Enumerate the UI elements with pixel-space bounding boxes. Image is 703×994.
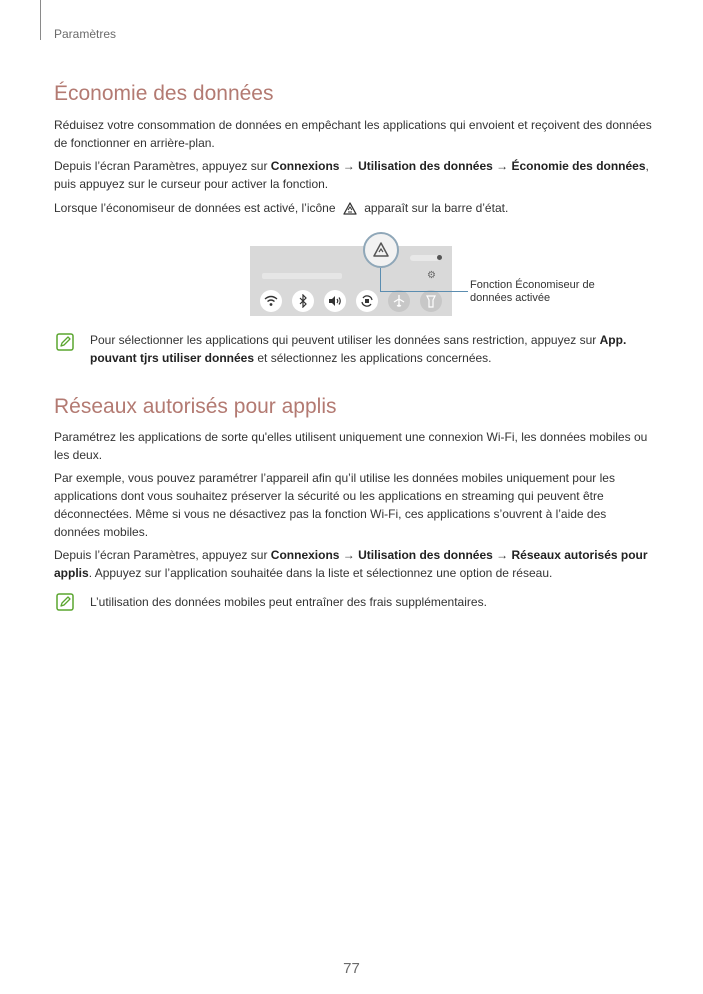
callout-line-vertical [380,268,381,291]
status-indicator [410,255,440,261]
flashlight-icon [425,294,437,308]
note-icon [56,333,74,351]
rotation-tile[interactable] [356,290,378,312]
running-header: Paramètres [54,27,117,41]
paragraph-networks-example: Par exemple, vous pouvez paramétrer l’appareil afin qu’il utilise les données mobiles uniquement pour les applications dont vous souhaitez préserver la sécurité ou les applications en streaming qui peuvent être déconnectées. Même si vous ne désactivez pas la fonction Wi-Fi, ces applications s’ouvrent à l’aide des données mobiles. [54,471,615,539]
status-dot [437,255,442,260]
wifi-icon [264,295,278,307]
note-unrestricted-apps: Pour sélectionner les applications qui peuvent utiliser les données sans restriction, appuyez sur App. pouvant tjrs utiliser données et sélectionnez les applications concernées. [90,333,627,365]
airplane-icon [392,294,406,308]
section-title-allowed-networks: Réseaux autorisés pour applis [54,395,337,418]
paragraph-networks-intro: Paramétrez les applications de sorte qu'elles utilisent uniquement une connexion Wi-Fi, les données mobiles ou les deux. [54,430,648,462]
quick-panel-screenshot [250,246,452,316]
data-saver-icon [341,201,359,217]
paragraph-icon-info: Lorsque l’économiseur de données est activé, l’icône apparaît sur la barre d’état. [54,201,509,215]
airplane-mode-tile[interactable] [388,290,410,312]
quick-panel-label-placeholder [262,273,342,279]
note-mobile-data-charges: L’utilisation des données mobiles peut entraîner des frais supplémentaires. [90,595,487,609]
page-number: 77 [343,960,360,977]
data-saver-highlight [363,232,399,268]
volume-icon [328,295,342,307]
bluetooth-icon [298,294,308,308]
paragraph-networks-steps: Depuis l’écran Paramètres, appuyez sur Connexions → Utilisation des données → Réseaux autorisés pour applis. Appuyez sur l’application souhaitée dans la liste et sélectionnez une option de réseau. [54,548,648,580]
section-title-data-saver: Économie des données [54,82,274,105]
bluetooth-tile[interactable] [292,290,314,312]
note-icon [56,593,74,611]
flashlight-tile[interactable] [420,290,442,312]
paragraph-steps: Depuis l’écran Paramètres, appuyez sur Connexions → Utilisation des données → Économie des données, puis appuyez sur le curseur pour activer la fonction. [54,159,649,191]
settings-gear-icon: ⚙ [427,270,436,281]
auto-rotate-icon [360,294,374,308]
figure-callout: Fonction Économiseur de données activée [470,279,595,304]
data-saver-status-icon [371,241,391,259]
paragraph-intro: Réduisez votre consommation de données en empêchant les applications qui envoient et reçoivent des données de fonctionner en arrière-plan. [54,118,652,150]
callout-line-horizontal [380,291,468,292]
sound-tile[interactable] [324,290,346,312]
header-rule [40,0,41,40]
wifi-tile[interactable] [260,290,282,312]
